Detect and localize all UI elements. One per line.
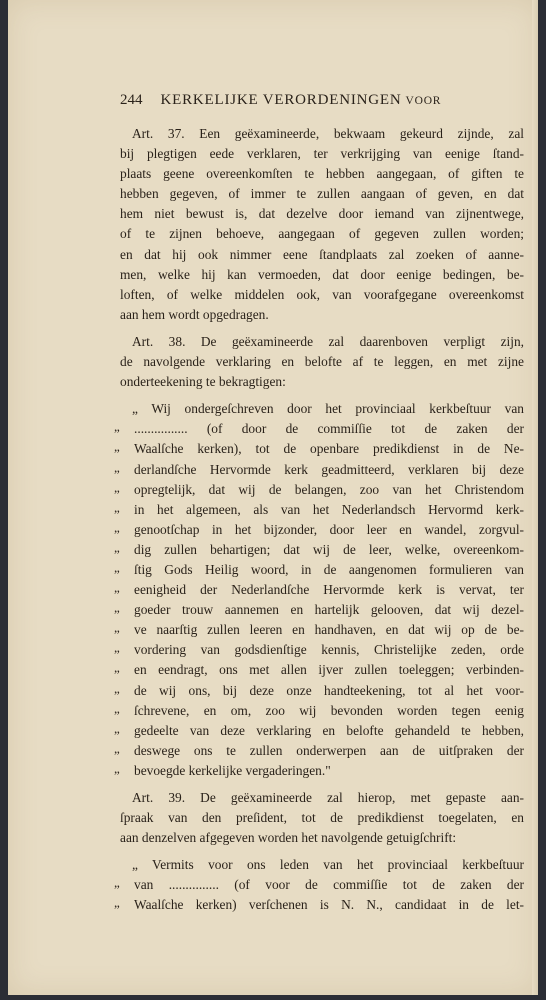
text-line-wrap (114, 499, 524, 520)
text-line: ................ (of door de commiſſie tot de zaken der (134, 421, 524, 437)
text-line-wrap (114, 620, 524, 640)
running-head: KERKELIJKE VERORDENINGEN (160, 92, 402, 108)
text-line-wrap (120, 265, 524, 285)
text-line: opregtelijk, dat wij de belangen, zoo van het Christendom (134, 481, 524, 497)
quote-mark: „ (114, 600, 120, 616)
paragraph (120, 788, 524, 848)
text-line: goeder trouw aannemen en hartelijk gelooven, dat wij dezel- (134, 602, 524, 618)
quote-mark: „ (114, 620, 120, 636)
text-line-wrap (114, 720, 524, 741)
text-line-wrap (114, 760, 524, 781)
body-text (114, 124, 524, 916)
text-line: „ Wij ondergeſchreven door het provinciaal kerkbeſtuur van (132, 401, 524, 417)
running-head-suffix: VOOR (405, 95, 442, 107)
text-line-wrap (114, 600, 524, 620)
text-line-wrap (114, 895, 524, 915)
quote-mark: „ (114, 895, 120, 911)
text-line-wrap (114, 459, 524, 480)
quote-mark: „ (114, 580, 120, 596)
text-line: eenigheid der Nederlandſche Hervormde kerk is vervat, ter (134, 582, 524, 598)
text-line-wrap (120, 828, 524, 848)
text-line: „ Vermits voor ons leden van het provinciaal kerkbeſtuur (132, 857, 524, 873)
text-line: Waalſche kerken), tot de openbare predikdienst in de Ne- (134, 441, 524, 457)
text-line-wrap (120, 332, 524, 352)
paragraph-gap (120, 392, 524, 399)
text-line-wrap (120, 808, 524, 828)
text-line-wrap (114, 660, 524, 680)
text-line: Waalſche kerken) verſchenen is N. N., candidaat in de let- (134, 897, 524, 913)
quote-mark: „ (114, 499, 120, 515)
text-line: aan denzelven afgegeven worden het navolgende getuigſchrift: (120, 830, 457, 846)
text-line: de navolgende verklaring en belofte af te leggen, en met zijne (120, 354, 524, 370)
text-line: dig zullen behartigen; dat wij de leer, welke, overeenkom- (134, 541, 524, 557)
text-line-wrap (120, 788, 524, 808)
quote-mark: „ (114, 479, 120, 495)
quote-mark: „ (114, 760, 120, 776)
text-line: Art. 38. De geëxamineerde zal daarenboven verpligt zijn, (132, 333, 524, 349)
text-line: ſchrevene, en om, zoo wij bevonden worden tegen eenig (134, 702, 524, 718)
text-line-wrap (120, 352, 524, 372)
text-line: ve naarſtig zullen leeren en handhaven, en dat wij op de be- (134, 622, 524, 638)
text-line-wrap (114, 559, 524, 580)
text-line: of te zijnen behoeve, aangegaan of gegeven zullen worden; (120, 226, 524, 242)
text-line-wrap (114, 700, 524, 721)
text-line-wrap (114, 680, 524, 701)
quote-mark: „ (114, 559, 120, 575)
text-line: ſpraak van den preſident, tot de predikdienst toegelaten, en (120, 810, 524, 826)
text-line-wrap (114, 875, 524, 895)
text-line-wrap (114, 539, 524, 560)
quote-mark: „ (114, 875, 120, 891)
text-line: aan hem wordt opgedragen. (120, 306, 269, 322)
quote-mark: „ (114, 660, 120, 676)
text-line-wrap (120, 124, 524, 144)
paragraph-gap (120, 848, 524, 855)
text-line-wrap (120, 399, 524, 419)
text-line-wrap (114, 580, 524, 600)
quote-mark: „ (114, 419, 120, 435)
text-line-wrap (120, 372, 524, 392)
text-line-wrap (120, 245, 524, 265)
text-line: en eendragt, ons met allen ijver zullen toeleggen; verbinden- (134, 662, 524, 678)
text-line-wrap (114, 640, 524, 660)
text-line: de wij ons, bij deze onze handteekening, tot al het voor- (134, 682, 524, 698)
page-number: 244 (120, 92, 143, 108)
quote-mark: „ (114, 680, 120, 696)
text-line-wrap (114, 479, 524, 500)
text-line-wrap (120, 224, 524, 244)
paragraph (120, 332, 524, 392)
text-line: deswege ons te zullen onderwerpen aan de uitſpraken der (134, 742, 524, 758)
text-line: onderteekening te bekragtigen: (120, 374, 286, 390)
text-line: bevoegde kerkelijke vergaderingen." (134, 762, 331, 778)
quote-mark: „ (114, 519, 120, 535)
text-line: hebben gegeven, of immer te zullen aangaan of geven, en dat (120, 186, 524, 202)
text-line: en dat hij ook nimmer eene ſtandplaats zal zoeken of aanne- (120, 246, 524, 262)
text-line-wrap (114, 419, 524, 439)
quote-mark: „ (114, 459, 120, 475)
paragraph-gap (120, 325, 524, 332)
text-line: bij plegtigen eede verklaren, ter verkrijging van eenige ſtand- (120, 146, 524, 162)
text-line: gedeelte van deze verklaring en belofte gehandeld te hebben, (134, 722, 524, 738)
quote-mark: „ (114, 700, 120, 716)
quoted-paragraph (114, 399, 524, 781)
text-line: men, welke hij kan vermoeden, dat door eenige bedingen, be- (120, 266, 524, 282)
text-line-wrap (114, 740, 524, 761)
paragraph-gap (120, 781, 524, 788)
paragraph (120, 124, 524, 325)
book-page (8, 0, 538, 995)
quote-mark: „ (114, 539, 120, 555)
text-line: ſtig Gods Heilig woord, in de aangenomen formulieren van (134, 561, 524, 577)
quote-mark: „ (114, 640, 120, 656)
page-edge (532, 0, 538, 995)
text-line: in het algemeen, als van het Nederlandsch Hervormd kerk- (134, 501, 524, 517)
text-line-wrap (120, 204, 524, 224)
text-line: plaats geene overeenkomſten te hebben aangegaan, of giften te (120, 166, 524, 182)
page-header (120, 91, 441, 109)
text-line: hem niet bewust is, dat dezelve door iemand van zijnentwege, (120, 206, 524, 222)
quote-mark: „ (114, 740, 120, 756)
text-line-wrap (114, 439, 524, 459)
text-line: genootſchap in het bijzonder, door leer en wandel, zorgvul- (134, 521, 524, 537)
text-line: derlandſche Hervormde kerk geadmitteerd, verklaren bij deze (134, 461, 524, 477)
text-line-wrap (114, 519, 524, 540)
text-line: Art. 37. Een geëxamineerde, bekwaam gekeurd zijnde, zal (132, 126, 524, 141)
text-line: Art. 39. De geëxamineerde zal hierop, met gepaste aan- (132, 790, 524, 805)
text-line-wrap (120, 305, 524, 325)
quote-mark: „ (114, 720, 120, 736)
text-line-wrap (120, 184, 524, 204)
text-line-wrap (120, 164, 524, 184)
quoted-paragraph (114, 855, 524, 915)
text-line-wrap (120, 285, 524, 305)
text-line-wrap (120, 144, 524, 164)
text-line: loften, of welke middelen ook, van voorafgegane overeenkomst (120, 286, 524, 302)
text-line: van ............... (of voor de commiſſie tot de zaken der (134, 877, 524, 893)
text-line-wrap (120, 855, 524, 875)
quote-mark: „ (114, 439, 120, 455)
text-line: vordering van godsdienſtige kennis, Christelijke zeden, orde (134, 642, 524, 658)
